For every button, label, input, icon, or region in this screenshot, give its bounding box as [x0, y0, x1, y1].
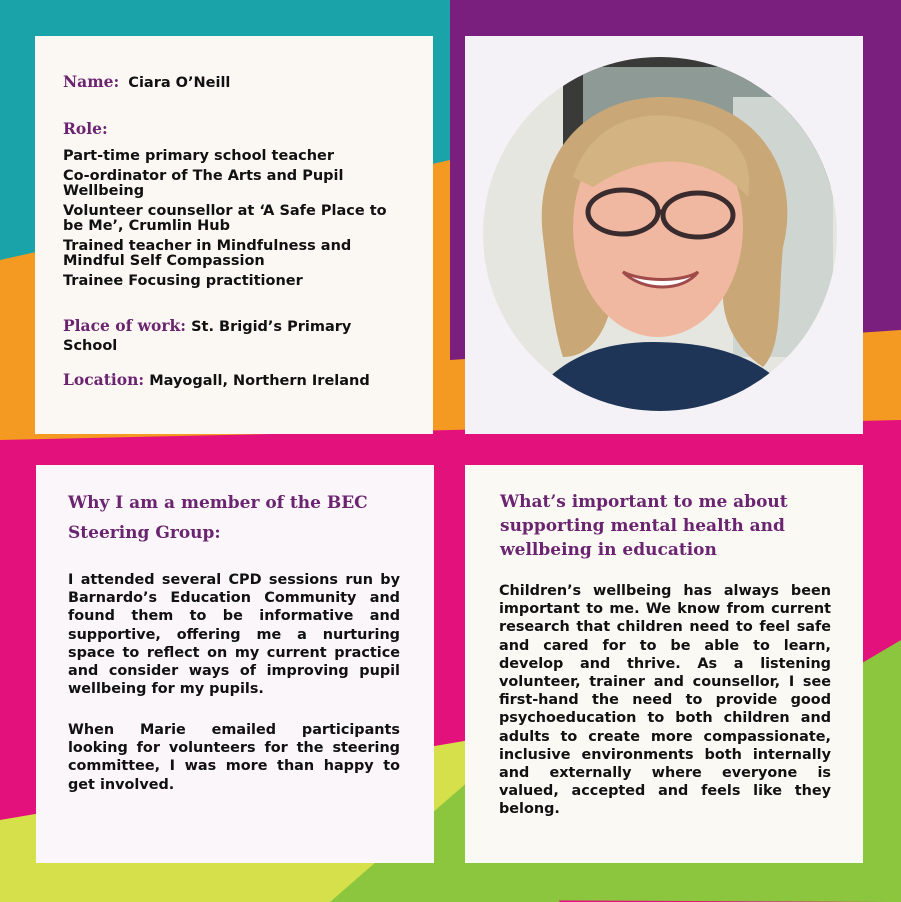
work-label: Place of work: — [63, 316, 186, 335]
why-paragraph: I attended several CPD sessions run by Barnardo’s Education Community and found them to be informative and supportive, offering me a nurturing space to reflect on my current practice and consider ways of improving pupil wellbeing for my pupils. — [68, 572, 400, 698]
role-item: Trainee Focusing practitioner — [63, 272, 303, 289]
name-row — [63, 73, 413, 92]
why-heading-line: Steering Group: — [68, 523, 221, 543]
important-paragraph: Children’s wellbeing has always been important to me. We know from current research that children need to feel safe and cared for to be able to learn, develop and thrive. As a listening volunteer, trainer and counsellor, I see first-hand the need to provide good psychoeducation to both children and adults to create more compassionate, inclusive environments both internally and externally where everyone is valued, accepted and feels like they belong. — [499, 583, 831, 818]
name-value: Ciara O’Neill — [128, 75, 231, 91]
why-paragraph: When Marie emailed participants looking for volunteers for the steering committee, I was more than happy to get involved. — [68, 722, 400, 793]
why-heading-line: Why I am a member of the BEC — [68, 493, 368, 513]
work-row — [63, 317, 383, 355]
location-row — [63, 371, 413, 390]
important-heading — [500, 490, 840, 562]
work-value: St. Brigid’s Primary School — [63, 319, 352, 354]
important-card — [465, 465, 863, 863]
role-label: Role: — [63, 119, 108, 138]
photo-card — [465, 36, 863, 434]
role-item: Part-time primary school teacher — [63, 148, 335, 164]
profile-card — [35, 36, 433, 434]
role-item: Co-ordinator of The Arts and Pupil Wellbeing — [63, 167, 344, 199]
why-member-card — [36, 465, 434, 863]
role-item: Volunteer counsellor at ‘A Safe Place to be Me’, Crumlin Hub — [63, 202, 387, 234]
location-value: Mayogall, Northern Ireland — [149, 373, 370, 389]
important-heading-line: What’s important to me about — [500, 492, 788, 512]
role-heading-row — [63, 120, 413, 137]
name-label: Name: — [63, 72, 120, 91]
important-heading-line: supporting mental health and — [500, 516, 785, 536]
location-label: Location: — [63, 370, 145, 389]
important-heading-line: wellbeing in education — [500, 540, 717, 560]
profile-photo — [483, 57, 837, 411]
role-item: Trained teacher in Mindfulness and Mindful Self Compassion — [63, 237, 352, 269]
role-list — [63, 149, 393, 293]
why-heading — [68, 491, 408, 546]
